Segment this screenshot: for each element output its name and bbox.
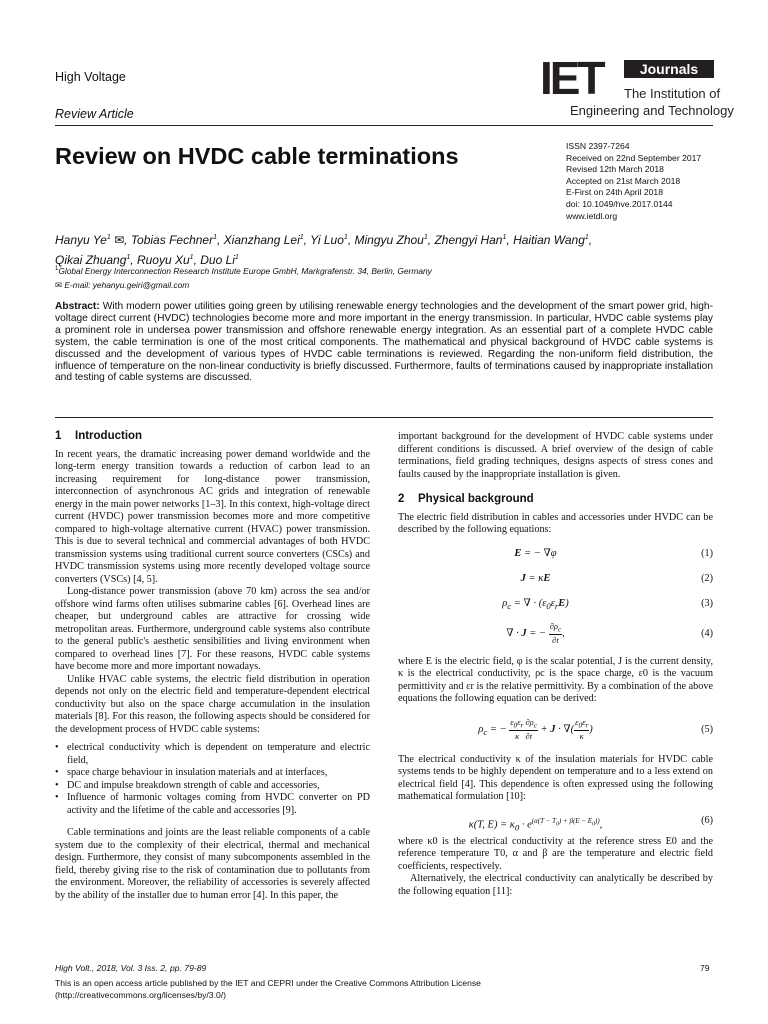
- section-number: 1: [55, 430, 62, 442]
- abstract-divider: [55, 417, 713, 418]
- iet-institution-line1: The Institution of: [624, 86, 721, 101]
- author-name: Duo Li: [200, 253, 235, 267]
- paper-title: Review on HVDC cable terminations: [55, 143, 459, 169]
- list-item: • DC and impulse breakdown strength of cable and accessories,: [55, 780, 370, 793]
- author-affiliation-sup: 1: [502, 234, 507, 241]
- doi-link[interactable]: doi: 10.1049/hve.2017.0144: [566, 198, 673, 209]
- list-item: • space charge behaviour in insulation materials and at interfaces,: [55, 767, 370, 780]
- article-meta: [566, 141, 701, 222]
- page-number: 79: [700, 963, 710, 973]
- efirst-date: E-First on 24th April 2018: [566, 187, 663, 198]
- received-date: Received on 22nd September 2017: [566, 152, 702, 163]
- abstract: [55, 301, 713, 384]
- author-affiliation-sup: 1: [584, 234, 589, 241]
- author-affiliation-sup: 1: [189, 254, 194, 261]
- equation-4: [398, 618, 713, 650]
- author-name: Hanyu Ye: [55, 233, 107, 247]
- affiliation-text: Global Energy Interconnection Research Institute Europe GmbH, Markgrafenstr. 34, Berlin, Germany: [58, 266, 432, 276]
- paragraph: Long-distance power transmission (above 70 km) across the sea and/or offshore wind farms often utilises submarine cables [6]. Overhead lines are cheaper, but underground cables are attractive for crossing wide metropolitan areas. Furthermore, underground cable systems also contribute to the general public's aesthetic sensibilities and living environment when compared to overhead lines [7]. For these reasons, HVDC cable systems have become more and more important nowadays.: [55, 586, 370, 672]
- email-link[interactable]: E-mail: yehanyu.geiri@gmail.com: [64, 280, 190, 290]
- email-envelope-icon[interactable]: ✉: [114, 233, 125, 247]
- equation-body: ∇ · J = − $\frac{\partial\rho_c}{\partial t}$ ,: [506, 620, 565, 646]
- equation-2: [398, 568, 713, 590]
- left-column: [55, 430, 370, 902]
- author-list: [55, 229, 715, 269]
- paragraph: In recent years, the dramatic increasing power demand worldwide and the long-term energy transition towards a reduction of carbon lead to an increasing requirement for long-distance power transmission, interconnection of asynchronous AC grids and integration of renewable energy in the main power networks [1–3]. In this context, high-voltage direct current (HVDC) power transmission becomes more and more competitive compared to high-voltage alternative current (HVAC) power transmission. This is due to several technical and commercial advantages of both HVDC transmission systems using traditional current source converters (CSCs) and HVDC transmission systems using more recently developed voltage source converters (VSCs) [4, 5].: [55, 448, 370, 585]
- paragraph: Unlike HVAC cable systems, the electric field distribution in operation depends not only on the electric field and temperature-dependent electrical conductivity but also on the space charge accumulation in the insulation materials [8]. For this reason, the following aspects should be considered for the development process of HVDC cable systems:: [55, 673, 370, 735]
- section-title: Physical background: [418, 493, 534, 505]
- paragraph: Alternatively, the electrical conductivity can analytically be described by the following equation [11]:: [398, 873, 713, 897]
- section-heading-introduction: [55, 430, 370, 443]
- author-affiliation-sup: 1: [106, 234, 111, 241]
- author-affiliation-sup: 1: [299, 234, 304, 241]
- email-icon: ✉: [55, 280, 63, 290]
- author-name: Tobias Fechner: [130, 233, 214, 247]
- iet-logo: [540, 52, 734, 122]
- equation-body: κ(T, $E) = \kappa_0 \cdot e^{(\alpha(T - T_0) + \beta(E - E_0))}$,: [468, 816, 603, 833]
- equation-number: (6): [701, 814, 713, 826]
- author-separator: ,: [303, 233, 311, 247]
- journal-name: High Voltage: [55, 70, 126, 84]
- author-name: Mingyu Zhou: [354, 233, 424, 247]
- equation-body: E = − ∇φ: [514, 547, 557, 559]
- iet-journals-label: Journals: [624, 60, 714, 78]
- affiliation: [55, 266, 432, 276]
- equation-number: (3): [701, 597, 713, 609]
- paragraph: important background for the development of HVDC cable systems under different conditions is discussed. A brief overview of the design of cable terminations, field grading techniques, designs aspects of stress cones and faults caused by the inappropriate installation is given.: [398, 431, 713, 480]
- iet-institution-line2: Engineering and Technology: [570, 103, 734, 118]
- equation-6: [398, 810, 713, 832]
- author-separator: ,: [193, 253, 201, 267]
- author-name: Zhengyi Han: [434, 233, 503, 247]
- list-item: • electrical conductivity which is dependent on temperature and electric field,: [55, 742, 370, 767]
- author-affiliation-sup: 1: [126, 254, 131, 261]
- author-separator: ,: [347, 233, 355, 247]
- equation-number: (5): [701, 723, 713, 735]
- author-name: Haitian Wang: [513, 233, 585, 247]
- paragraph: The electric field distribution in cables and accessories under HVDC can be described by the following equations:: [398, 511, 713, 535]
- equation-5: [398, 714, 713, 746]
- equation-body: $\rho_c$ = − $\frac{\varepsilon_0\varepsilon_r \partial\rho_c}{\kappa \partial t}$ + J · ∇( $\frac{\varepsilon_0\varepsilon_r}{\kappa}$ ): [478, 716, 593, 742]
- iet-logo-mark: IET: [540, 52, 603, 104]
- abstract-text: With modern power utilities going green by utilising renewable energy technologies and the development of the smart power grid, high-voltage direct current (HVDC) technologies become more and more important in the energy transmission. In particular, HVDC cable systems play a prominent role in undersea power transmission and offshore renewable energy integration. As an essential part of a complete HVDC cable system, the cable termination is one of the most critical components. The mathematical and physical background of HVDC cable systems is discussed and the development of various types of HVDC cable terminations is reviewed. Regarding the non-uniform field distribution, the influence of temperature on the non-linear conductivity is briefly discussed. Furthermore, faults of terminations caused by inappropriate installation and testing of cable systems are discussed.: [55, 301, 713, 384]
- equation-body: J = κE: [520, 572, 551, 584]
- equation-number: (4): [701, 627, 713, 639]
- right-column: [398, 431, 713, 898]
- equation-body: $\rho_c$ = ∇ · $(\varepsilon_0\varepsilon_rE)$: [502, 597, 569, 611]
- paragraph: The electrical conductivity κ of the insulation materials for HVDC cable systems tends to be highly dependent on temperature and to a less extend on electrical field [4]. This dependence is often expressed using the following mathematical formulation [10]:: [398, 753, 713, 802]
- author-name: Qikai Zhuang: [55, 253, 127, 267]
- section-number: 2: [398, 493, 405, 505]
- author-name: Ruoyu Xu: [136, 253, 190, 267]
- section-heading-physical-background: [398, 493, 713, 506]
- revised-date: Revised 12th March 2018: [566, 164, 664, 175]
- author-separator: ,: [130, 253, 137, 267]
- issn: ISSN 2397-7264: [566, 141, 630, 151]
- license-link[interactable]: (http://creativecommons.org/licenses/by/3.0/): [55, 990, 226, 1000]
- author-separator: ,: [217, 233, 224, 247]
- author-affiliation-sup: 1: [213, 234, 217, 241]
- license-text: This is an open access article published by the IET and CEPRI under the Creative Commons Attribution License: [55, 978, 481, 988]
- section-title: Introduction: [75, 430, 143, 442]
- author-affiliation-sup: 1: [343, 234, 348, 241]
- paragraph: Cable terminations and joints are the least reliable components of a cable system due to the complexity of their electrical, thermal and mechanical design. Furthermore, they consist of many subcomponents assembled in the field, thereby giving rise to the risk of contamination due to pollutants from the environment. Moreover, the reliability of accessories is severely affected by the ability of the installer due to human error [4]. In this paper, the: [55, 827, 370, 901]
- equation-3: [398, 593, 713, 615]
- author-affiliation-sup: 1: [234, 254, 239, 261]
- paragraph: where κ0 is the electrical conductivity at the reference stress E0 and the reference temperature T0, α and β are the temperature and electric field coefficients, respectively.: [398, 835, 713, 872]
- author-name: Yi Luo: [310, 233, 344, 247]
- list-item: • Influence of harmonic voltages coming from HVDC converter on PD activity and the lifetime of the cable and accessories [9].: [55, 792, 370, 817]
- author-separator: ,: [588, 233, 593, 247]
- affiliation-sup: 1: [55, 266, 59, 273]
- author-affiliation-sup: 1: [423, 234, 428, 241]
- footer-citation: High Volt., 2018, Vol. 3 Iss. 2, pp. 79-89: [55, 963, 207, 973]
- accepted-date: Accepted on 21st March 2018: [566, 175, 681, 186]
- license-notice: [55, 977, 715, 1001]
- bullet-list: [55, 742, 370, 817]
- equation-1: [398, 543, 713, 565]
- author-name: Xianzhang Lei: [223, 233, 300, 247]
- author-separator: ,: [506, 233, 514, 247]
- equation-number: (2): [701, 572, 713, 584]
- abstract-label: Abstract:: [55, 301, 100, 312]
- equation-number: (1): [701, 547, 713, 559]
- article-type: Review Article: [55, 107, 134, 121]
- author-separator: ,: [124, 233, 131, 247]
- journal-url-link[interactable]: www.ietdl.org: [566, 210, 618, 221]
- corresponding-email: [55, 280, 189, 290]
- author-separator: ,: [427, 233, 435, 247]
- header-divider: [55, 125, 713, 126]
- paragraph: where E is the electric field, φ is the scalar potential, J is the current density, κ is the electrical conductivity, ρc is the space charge, ε0 is the vacuum permittivity and εr is the relative permittivity. By a combination of the above equations the following equation can be derived:: [398, 655, 713, 704]
